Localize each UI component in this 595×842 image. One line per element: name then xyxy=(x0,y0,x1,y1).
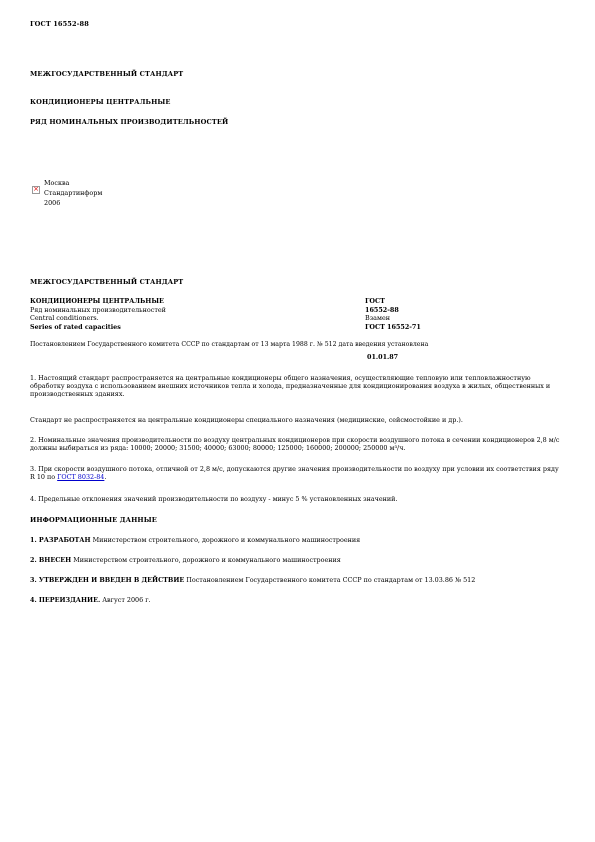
meta-row xyxy=(30,314,560,323)
paragraph-2: 2. Номинальные значения производительности по воздуху центральных кондиционеров при скорости воздушного потока в сечении кондиционеров 2,8 м/с должны выбираться из ряда: 10000; 20000; 31500; 40000; 63000; 80000; 125000; 160000; 200000; 250000 м³/ч. xyxy=(30,436,560,452)
info-item-3-text: Постановлением Государственного комитета СССР по стандартам от 13.03.86 № 512 xyxy=(184,576,476,584)
info-item-3 xyxy=(30,576,560,584)
info-item-3-label: 3. УТВЕРЖДЕН И ВВЕДЕН В ДЕЙСТВИЕ xyxy=(30,576,185,584)
info-item-4-text: Август 2006 г. xyxy=(100,596,151,604)
publisher-name: Стандартинформ xyxy=(44,189,103,197)
gost-link[interactable]: ГОСТ 8032-84 xyxy=(57,473,105,481)
document-code: ГОСТ 16552-88 xyxy=(30,20,89,28)
meta-right: ГОСТ xyxy=(365,297,385,305)
paragraph-1-note: Стандарт не распространяется на центральные кондиционеры специального назначения (медицинские, сейсмостойкие и др.). xyxy=(30,416,463,424)
paragraph-1: 1. Настоящий стандарт распространяется на центральные кондиционеры общего назначения, осуществляющие тепловую или тепловлажностную обработку воздуха с использованием внешних источников тепла и холода, предназначенные для кондиционирования воздуха в жилых, общественных и производственных зданиях. xyxy=(30,374,551,398)
info-item-1-text: Министерством строительного, дорожного и коммунального машиностроения xyxy=(90,536,361,544)
info-item-4 xyxy=(30,596,560,604)
title-line-2: РЯД НОМИНАЛЬНЫХ ПРОИЗВОДИТЕЛЬНОСТЕЙ xyxy=(30,118,229,126)
decree-text: Постановлением Государственного комитета СССР по стандартам от 13 марта 1988 г. № 512 дата введения установлена xyxy=(30,341,429,348)
paragraph-3 xyxy=(30,465,560,481)
meta-right: ГОСТ 16552-71 xyxy=(365,322,421,331)
meta-right: Взамен xyxy=(365,314,391,322)
effective-date: 01.01.87 xyxy=(367,353,399,361)
meta-left: Central conditioners. xyxy=(30,314,99,322)
standard-kind-2: МЕЖГОСУДАРСТВЕННЫЙ СТАНДАРТ xyxy=(30,278,184,286)
info-item-2 xyxy=(30,556,560,564)
meta-row xyxy=(30,297,560,306)
meta-table xyxy=(30,297,560,331)
standard-kind: МЕЖГОСУДАРСТВЕННЫЙ СТАНДАРТ xyxy=(30,70,184,78)
paragraph-3-end: . xyxy=(104,473,107,481)
paragraph-3-text: 3. При скорости воздушного потока, отличной от 2,8 м/с, допускаются другие значения производительности по воздуху при условии их соответствия ряду R 10 по xyxy=(30,465,559,481)
meta-left: Series of rated capacities xyxy=(30,322,121,331)
info-heading: ИНФОРМАЦИОННЫЕ ДАННЫЕ xyxy=(30,516,157,524)
meta-row xyxy=(30,306,560,315)
paragraph-4: 4. Предельные отклонения значений производительности по воздуху - минус 5 % установленных значений. xyxy=(30,495,398,503)
info-item-4-label: 4. ПЕРЕИЗДАНИЕ. xyxy=(30,596,101,604)
meta-right: 16552-88 xyxy=(365,305,399,314)
meta-left: Ряд номинальных производительностей xyxy=(30,305,166,314)
info-item-2-text: Министерством строительного, дорожного и коммунального машиностроения xyxy=(71,556,341,564)
meta-left: КОНДИЦИОНЕРЫ ЦЕНТРАЛЬНЫЕ xyxy=(30,297,164,305)
info-item-1 xyxy=(30,536,560,544)
meta-row xyxy=(30,323,560,332)
publisher-year: 2006 xyxy=(44,199,61,207)
title-line-1: КОНДИЦИОНЕРЫ ЦЕНТРАЛЬНЫЕ xyxy=(30,98,171,106)
broken-image-icon: × xyxy=(33,185,39,193)
info-item-2-label: 2. ВНЕСЕН xyxy=(30,556,72,564)
info-item-1-label: 1. РАЗРАБОТАН xyxy=(30,536,91,544)
publisher-city: Москва xyxy=(44,179,70,187)
